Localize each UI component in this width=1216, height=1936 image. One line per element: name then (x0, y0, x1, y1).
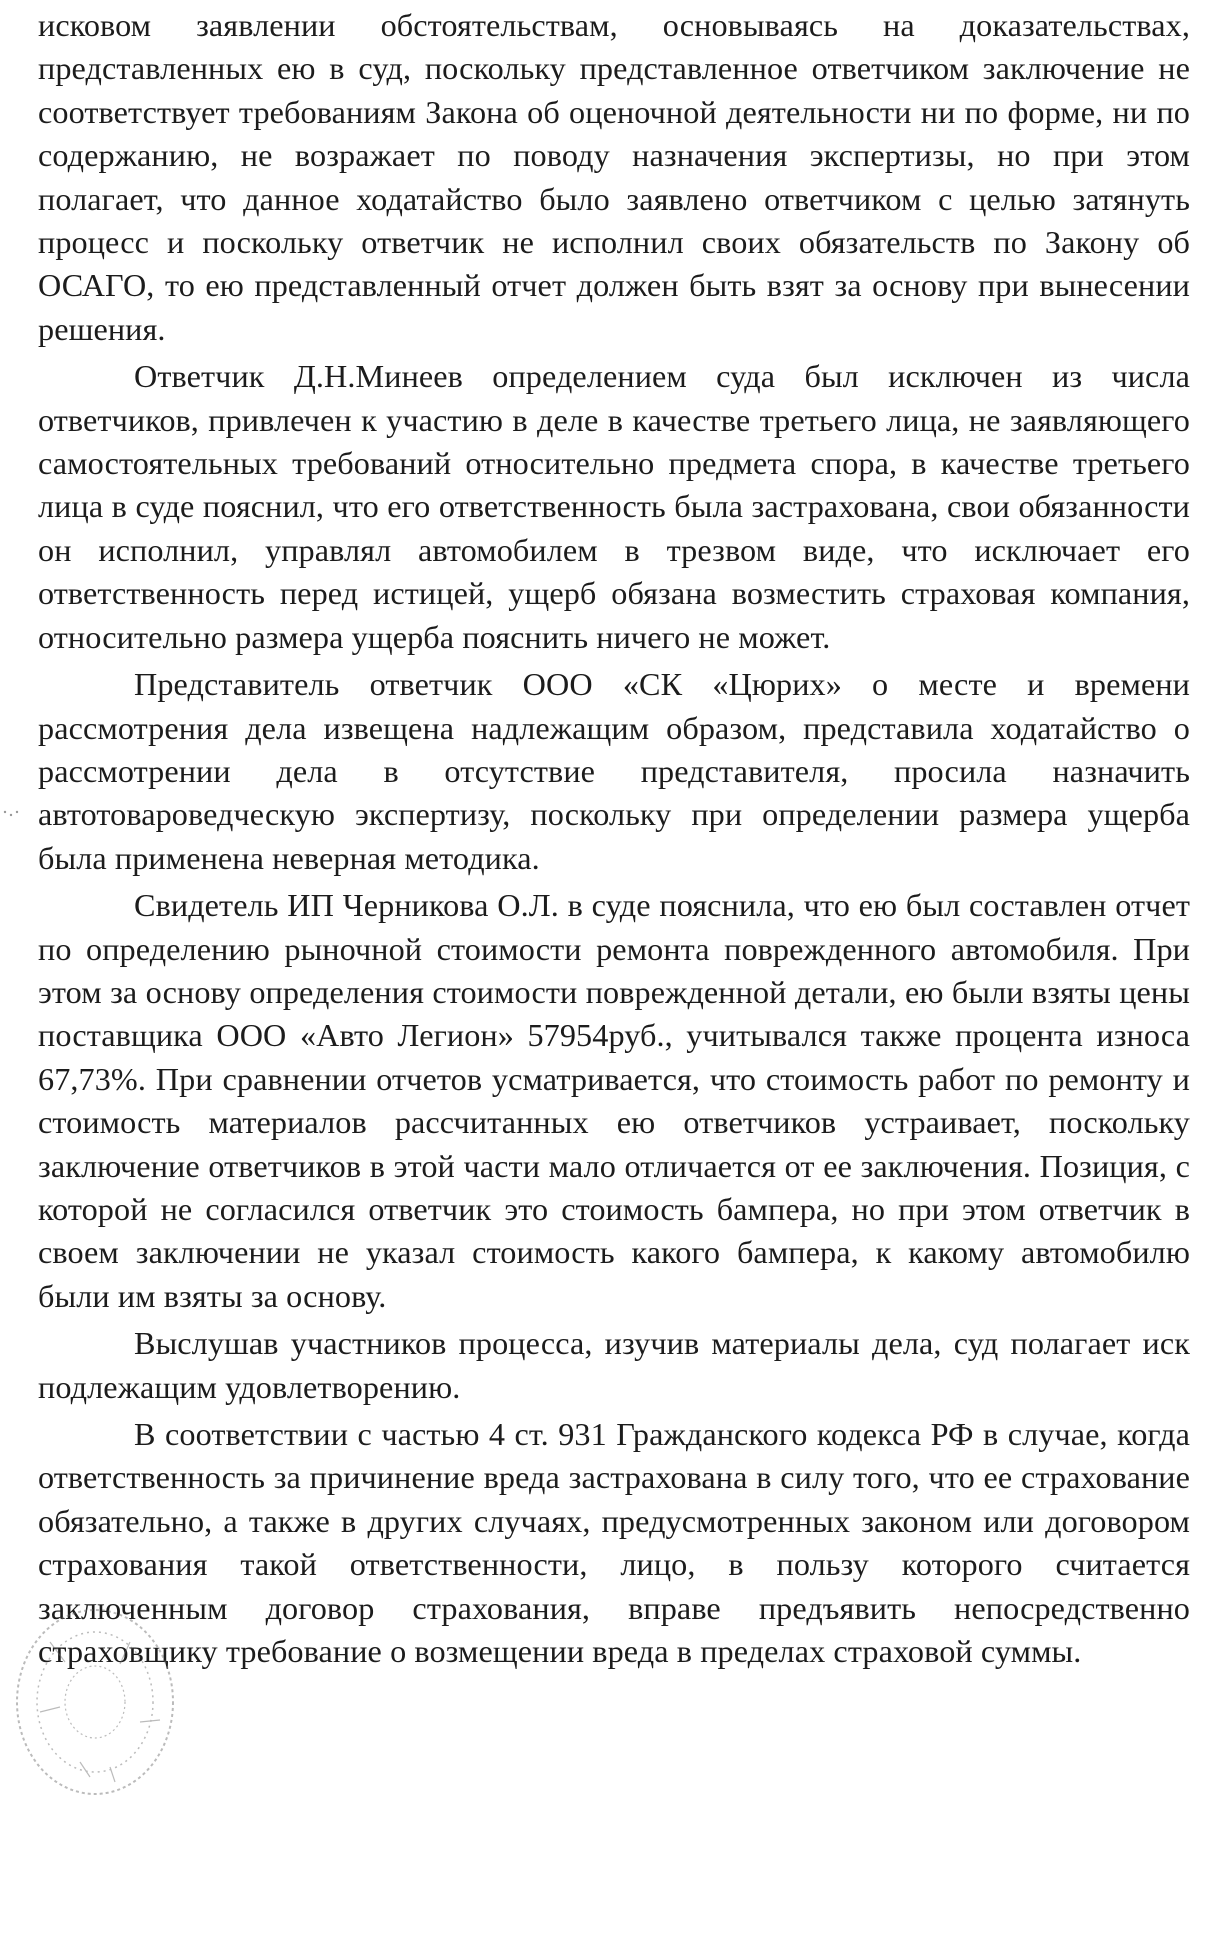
paragraph-third-party-mineev: Ответчик Д.Н.Минеев определением суда был исключен из числа ответчиков, привлечен к участию в деле в качестве третьего лица, не заявляющего самостоятельных требований относительно предмета спора, в качестве третьего лица в суде пояснил, что его ответственность была застрахована, свои обязанности он исполнил, управлял автомобилем в трезвом виде, что исключает его ответственность перед истицей, ущерб обязана возместить страховая компания, относительно размера ущерба пояснить ничего не может. (38, 358, 1190, 655)
paragraph-court-conclusion: Выслушав участников процесса, изучив материалы дела, суд полагает иск подлежащим удовлетворению. (38, 1325, 1190, 1405)
paragraph-plaintiff-position: исковом заявлении обстоятельствам, основываясь на доказательствах, представленных ею в суд, поскольку представленное ответчиком заключение не соответствует требованиям Закона об оценочной деятельности ни по форме, ни по содержанию, не возражает по поводу назначения экспертизы, но при этом полагает, что данное ходатайство было заявлено ответчиком с целью затянуть процесс и поскольку ответчик не исполнил своих обязательств по Закону об ОСАГО, то ею представленный отчет должен быть взят за основу при вынесении решения. (38, 7, 1190, 347)
paragraph-civil-code-reference: В соответствии с частью 4 ст. 931 Гражданского кодекса РФ в случае, когда ответственность за причинение вреда застрахована в силу того, что ее страхование обязательно, а также в других случаях, предусмотренных законом или договором страхования такой ответственности, лицо, в пользу которого считается заключенным договор страхования, вправе предъявить непосредственно страховщику требование о возмещении вреда в пределах страховой суммы. (38, 1416, 1190, 1670)
paragraph-witness-chernikova: Свидетель ИП Черникова О.Л. в суде пояснила, что ею был составлен отчет по определению рыночной стоимости ремонта поврежденного автомобиля. При этом за основу определения стоимости поврежденной детали, ею были взяты цены поставщика ООО «Авто Легион» 57954руб., учитывался также процента износа 67,73%. При сравнении отчетов усматривается, что стоимость работ по ремонту и стоимость материалов рассчитанных ею ответчиков устраивает, поскольку заключение ответчиков в этой части мало отличается от ее заключения. Позиция, с которой не согласился ответчик это стоимость бампера, но при этом ответчик в своем заключении не указал стоимость какого бампера, к какому автомобилю были им взяты за основу. (38, 887, 1190, 1314)
document-page (38, 4, 1190, 1932)
paragraph-defendant-zurich: Представитель ответчик ООО «СК «Цюрих» о месте и времени рассмотрения дела извещена надлежащим образом, представила ходатайство о рассмотрении дела в отсутствие представителя, просила назначить автотовароведческую экспертизу, поскольку при определении размера ущерба была применена неверная методика. (38, 666, 1190, 876)
margin-dots (2, 808, 22, 820)
